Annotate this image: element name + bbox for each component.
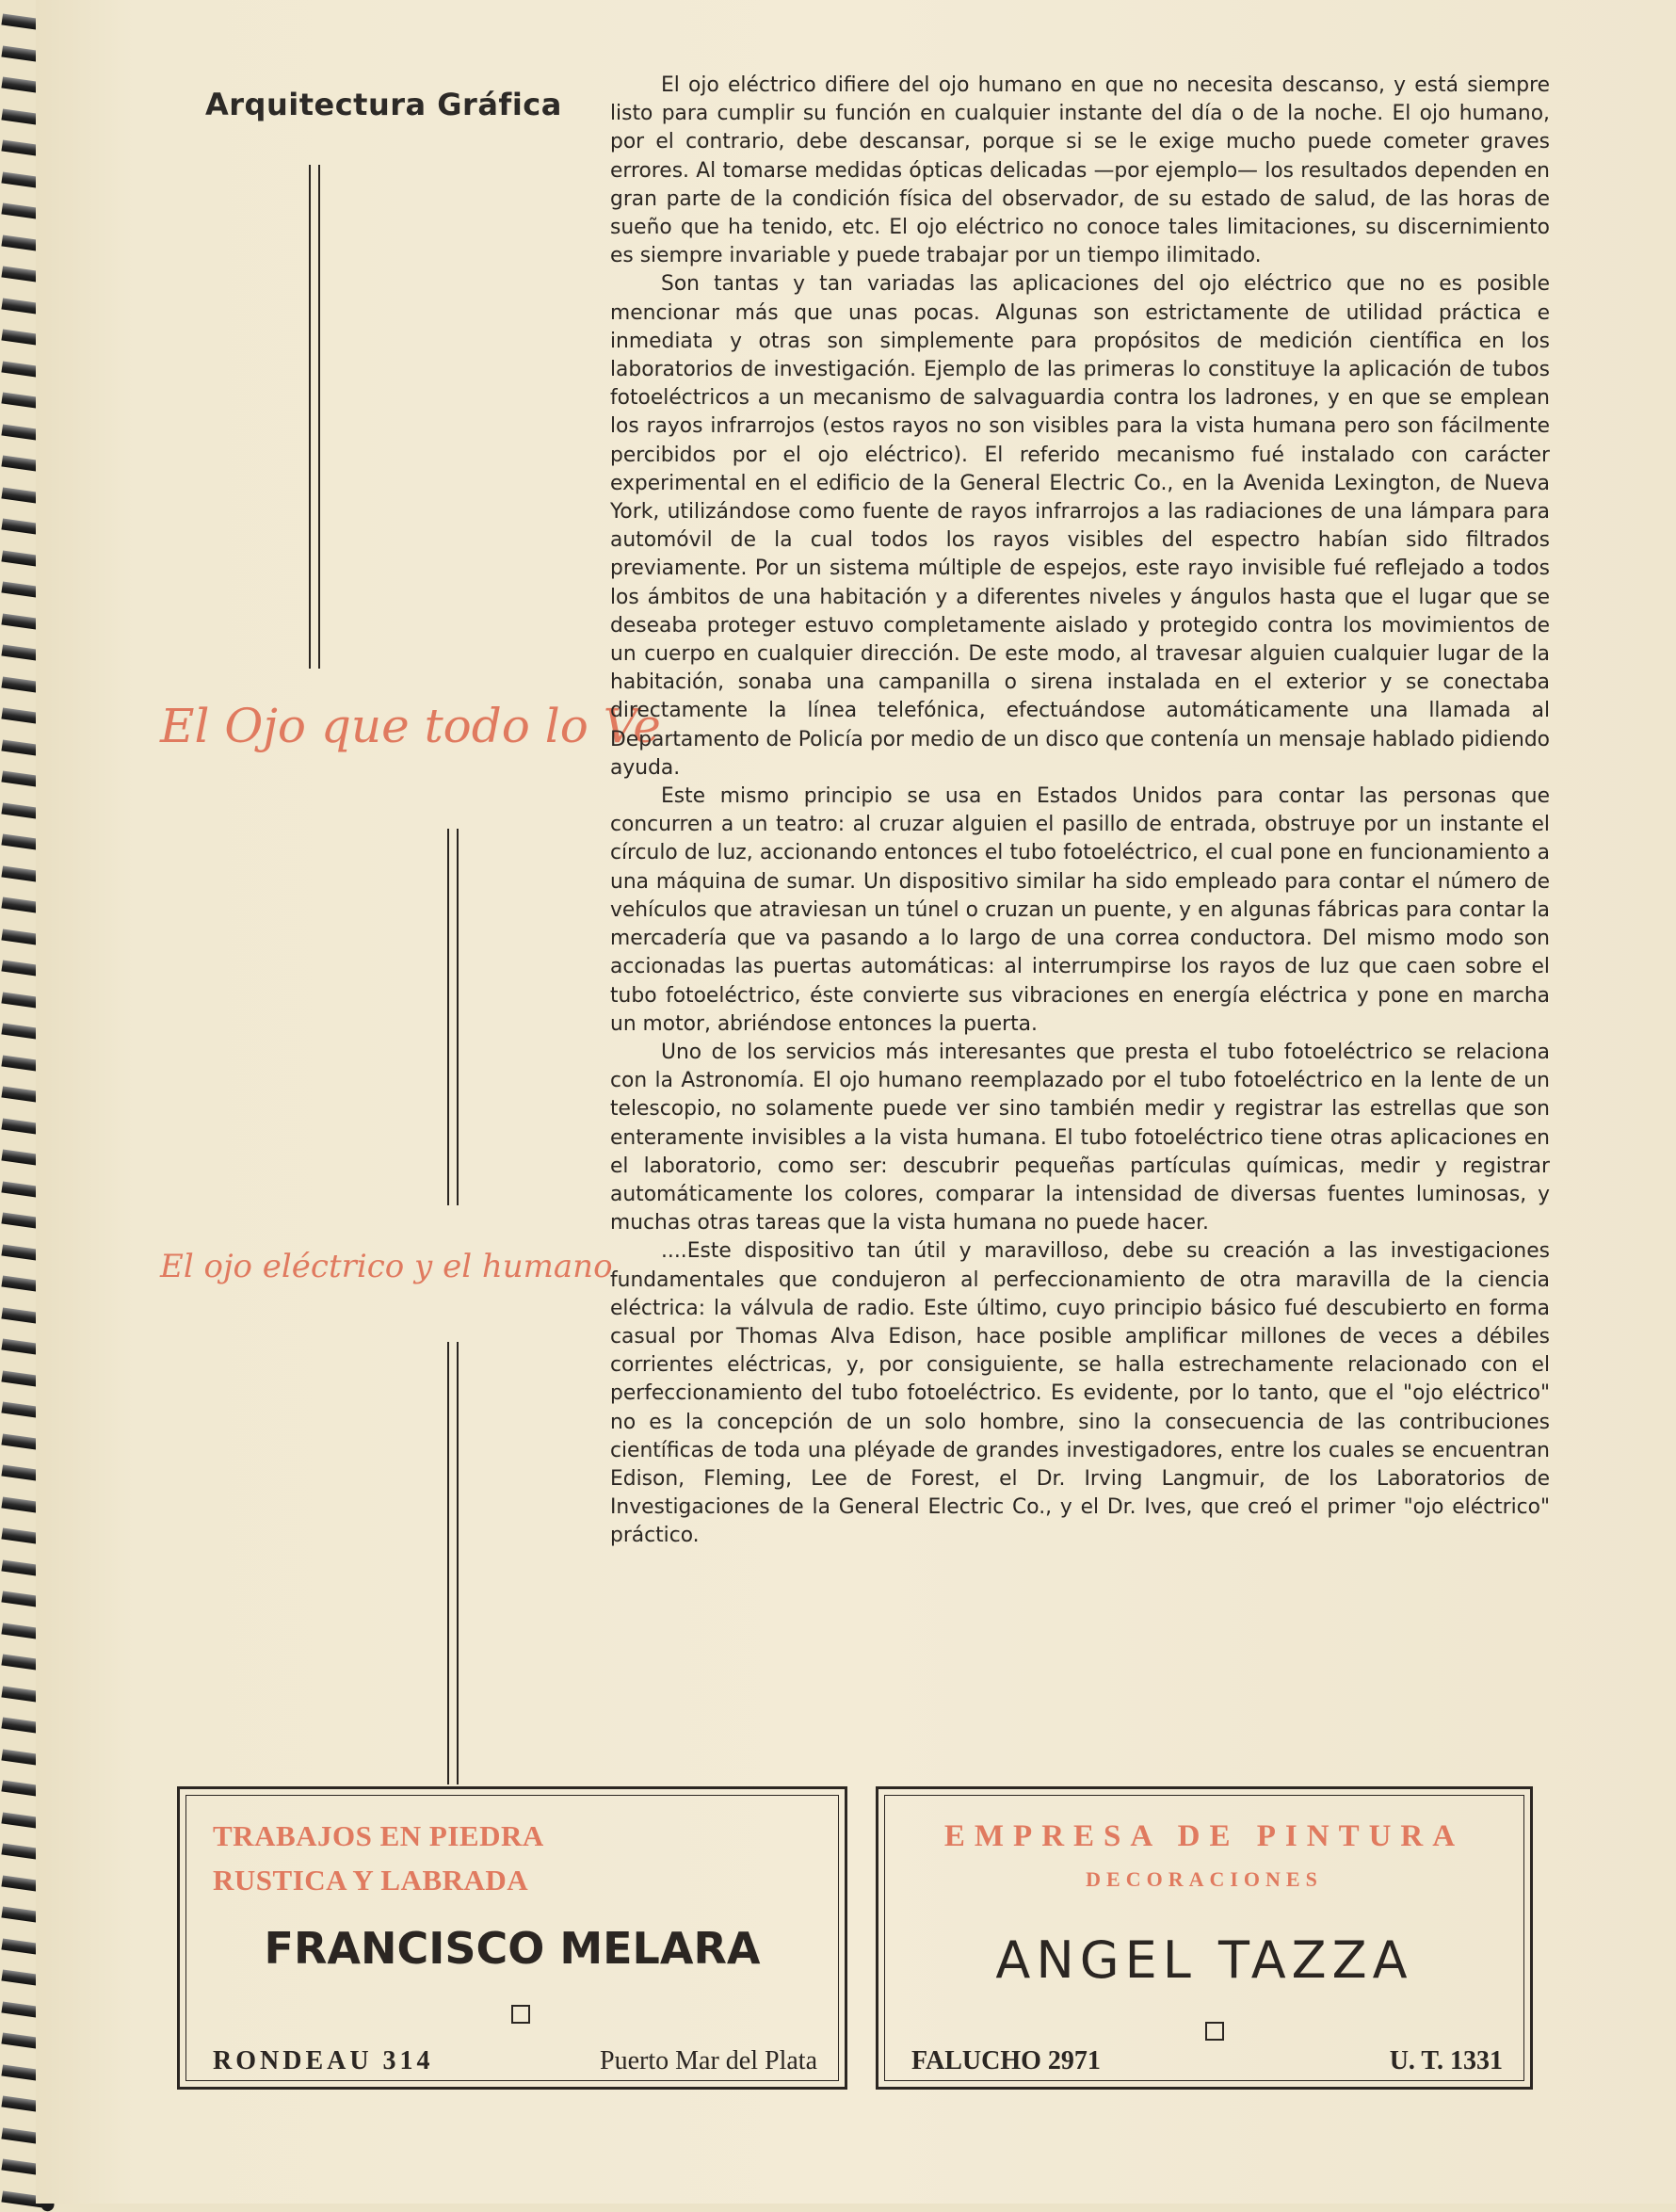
article-paragraph: Este mismo principio se usa en Estados Unidos para contar las personas que concurren a un teatro: al cruzar alguien el pasillo de entrada, obstruye por un instante el círculo de luz, accionando entonces el tubo fotoeléctrico, el cual pone en funcionamiento a una máquina de sumar. Un dispositivo similar ha sido empleado para contar el número de vehículos que atraviesan un túnel o cruzan un puente, y en algunas fábricas para contar la mercadería que va pasando a lo largo de una correa conductora. Del mismo modo son accionadas las puertas automáticas: al interrumpirse los rayos de luz que caen sobre el tubo fotoeléctrico, éste convierte sus vibraciones en energía eléctrica y pone en marcha un motor, abriéndose entonces la puerta. (610, 784, 1550, 1036)
vertical-rule-middle (447, 829, 459, 1205)
article-main-title: El Ojo que todo lo Ve (160, 699, 661, 753)
square-ornament-icon (511, 2005, 530, 2024)
article-body (610, 72, 1550, 1551)
ad-inner-frame (185, 1795, 839, 2081)
ad-city: Puerto Mar del Plata (600, 2046, 817, 2075)
ad-tagline: DECORACIONES (1086, 1867, 1323, 1891)
article-paragraph: Uno de los servicios más interesantes que presta el tubo fotoeléctrico se relaciona con la Astronomía. El ojo humano reemplazado por el tubo fotoeléctrico en la lente de un telescopio, no solamente puede ver sino también medir y registrar las estrellas que son enteramente invisibles a la vista humana. El tubo fotoeléctrico tiene otras aplicaciones en el laboratorio, como ser: descubrir pequeñas partículas químicas, medir y registrar automáticamente los colores, comparar la intensidad de diversas fuentes luminosas, y muchas otras tareas que la vista humana no puede hacer. (610, 1040, 1550, 1235)
ad-business-name: ANGEL TAZZA (995, 1930, 1413, 1990)
article-paragraph: ....Este dispositivo tan útil y maravilloso, debe su creación a las investigaciones fundamentales que condujeron al perfeccionamiento de otra maravilla de la ciencia eléctrica: la válvula de radio. Este último, cuyo principio básico fué descubierto en forma casual por Thomas Alva Edison, hace posible amplificar millones de veces a débiles corrientes eléctricas, y, por consiguiente, se halla estrechamente relacionado con el perfeccionamiento del tubo fotoeléctrico. Es evidente, por lo tanto, que el "ojo eléctrico" no es la concepción de un solo hombre, sino la consecuencia de las contribuciones científicas de toda una pléyade de grandes investigadores, entre los cuales se encuentran Edison, Fleming, Lee de Forest, el Dr. Irving Langmuir, de los Laboratorios de Investigaciones de la General Electric Co., y el Dr. Ives, que creó el primer "ojo eléctrico" práctico. (610, 1239, 1550, 1548)
ad-address: FALUCHO 2971 (911, 2046, 1101, 2075)
vertical-rule-bottom (447, 1342, 459, 1784)
ad-address: RONDEAU 314 (213, 2046, 434, 2075)
square-ornament-icon (1205, 2022, 1224, 2041)
article-paragraph: El ojo eléctrico difiere del ojo humano en que no necesita descanso, y está siempre listo para cumplir su función en cualquier instante del día o de la noche. El ojo humano, por el contrario, debe descansar, porque si se le exige mucho puede cometer graves errores. Al tomarse medidas ópticas delicadas —por ejemplo— los resultados dependen en gran parte de la condición física del observador, de su estado de salud, de las horas de sueño que ha tenido, etc. El ojo eléctrico no conoce tales limitaciones, su discernimiento es siempre invariable y puede trabajar por un tiempo ilimitado. (610, 73, 1550, 268)
ad-phone: U. T. 1331 (1389, 2046, 1503, 2075)
article-paragraph: Son tantas y tan variadas las aplicaciones del ojo eléctrico que no es posible mencionar más que unas pocas. Algunas son estrictamente de utilidad práctica e inmediata y otras son simplemente para propósitos de medición científica en los laboratorios de investigación. Ejemplo de las primeras lo constituye la aplicación de tubos fotoeléctricos a un mecanismo de salvaguardia contra los ladrones, y en que se emplean los rayos infrarrojos (estos rayos no son visibles para la vista humana pero son fácilmente percibidos por el ojo eléctrico). El referido mecanismo fué instalado con carácter experimental en el edificio de la General Electric Co., en la Avenida Lexington, de Nueva York, utilizándose como fuente de rayos infrarrojos a las radiaciones de una lámpara para automóvil de la cual todos los rayos visibles del espectro habían sido filtrados previamente. Por un sistema múltiple de espejos, este rayo invisible fué reflejado a todos los ámbitos de una habitación y a diferentes niveles y ángulos hasta que el lugar que se deseaba proteger estuvo completamente aislado y protegido contra los movimientos de un cuerpo en cualquier dirección. De este modo, al travesar alguien cualquier lugar de la habitación, sonaba una campanilla o sirena instalada en el exterior y se conectaba directamente la línea telefónica, efectuándose automáticamente una llamada al Departamento de Policía por medio de un disco que contenía un mensaje hablado pidiendo ayuda. (610, 272, 1550, 780)
masthead-title: Arquitectura Gráfica (205, 87, 562, 122)
vertical-rule-top (309, 165, 320, 669)
ad-tagline: RUSTICA Y LABRADA (213, 1864, 529, 1897)
magazine-page (36, 0, 1676, 2204)
ad-business-name: FRANCISCO MELARA (264, 1923, 761, 1974)
advertisement-francisco-melara (177, 1786, 847, 2090)
ad-tagline: EMPRESA DE PINTURA (943, 1819, 1465, 1853)
article-subtitle: El ojo eléctrico y el humano (160, 1248, 613, 1285)
ad-tagline: TRABAJOS EN PIEDRA (213, 1819, 544, 1852)
advertisement-angel-tazza (876, 1786, 1533, 2090)
ad-inner-frame (884, 1795, 1524, 2081)
